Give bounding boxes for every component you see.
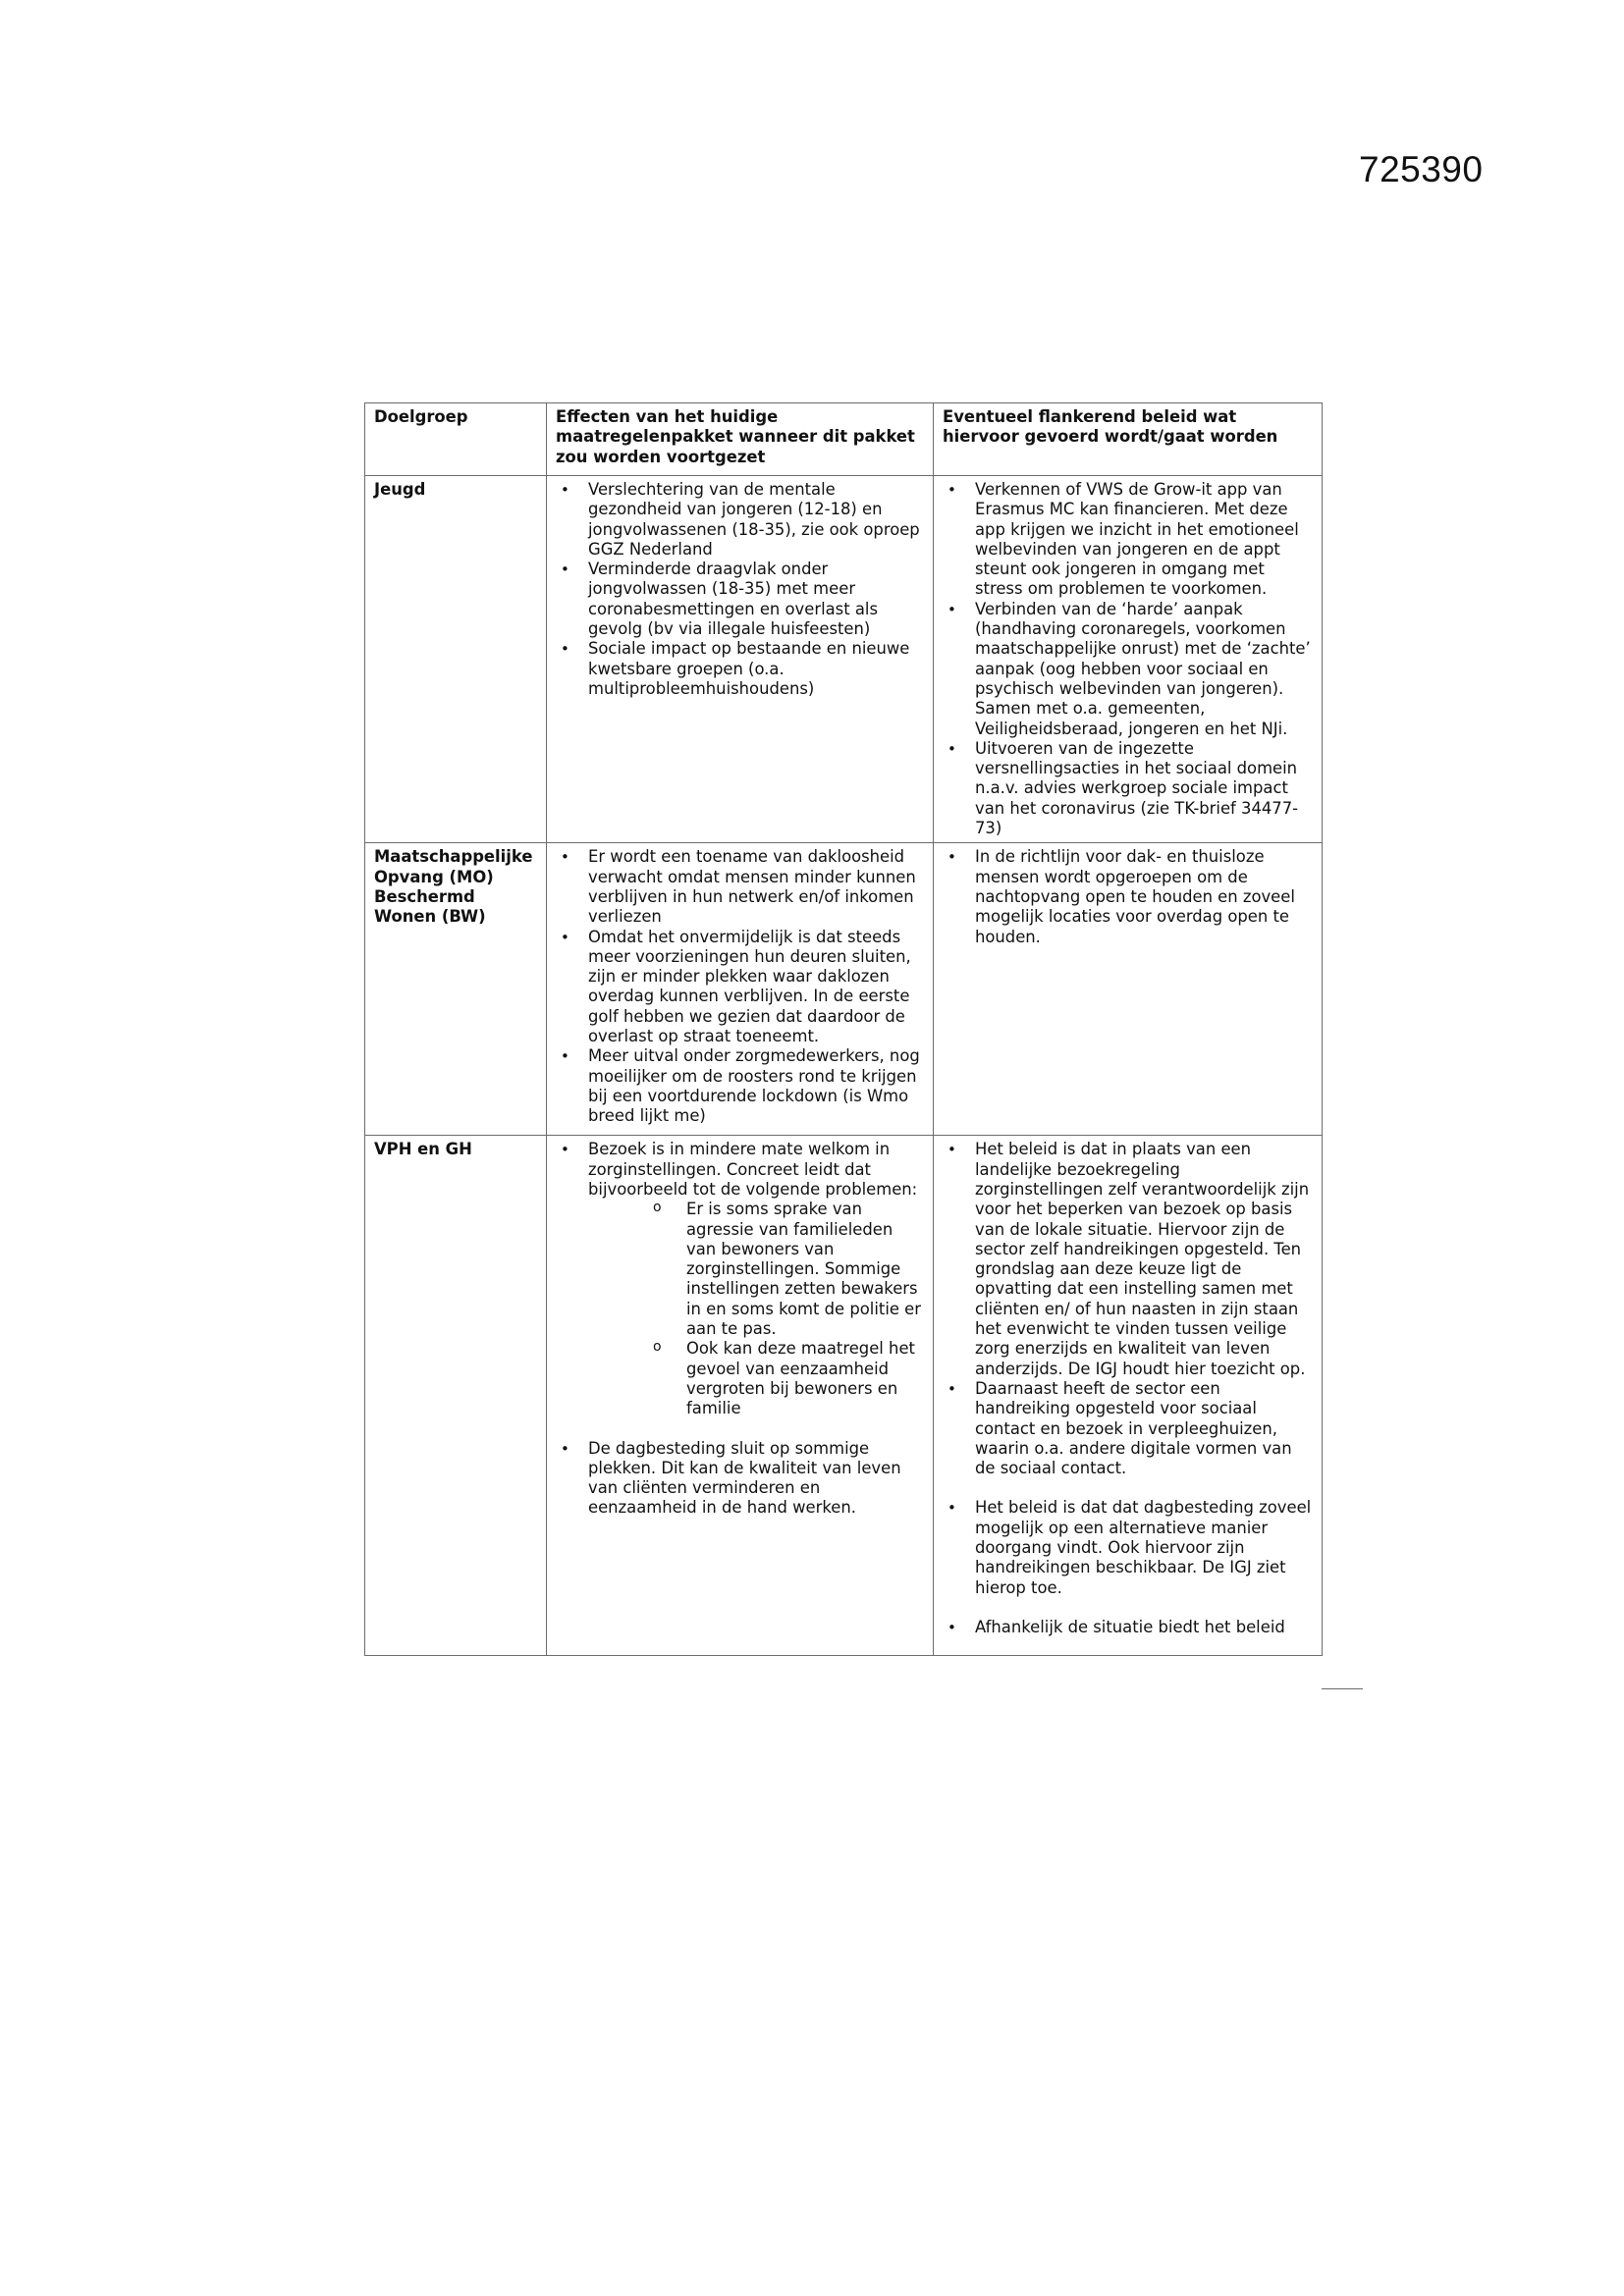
policy-cell — [934, 1136, 1323, 1656]
policy-list — [943, 847, 1312, 946]
list-item: • Daarnaast heeft de sector een handreiking opgesteld voor sociaal contact en bezoek in verpleeghuizen, waarin o.a. andere digitale vormen van de sociaal contact. — [943, 1379, 1312, 1478]
list-item: • Er wordt een toename van dakloosheid verwacht omdat mensen minder kunnen verblijven in hun netwerk en/of inkomen verliezen — [556, 847, 923, 927]
table-row — [365, 843, 1323, 1136]
list-item: • Verslechtering van de mentale gezondheid van jongeren (12-18) en jongvolwassenen (18-35), zie ook oproep GGZ Nederland — [556, 480, 923, 560]
policy-list — [943, 480, 1312, 838]
table-border-stub — [1322, 1688, 1363, 1689]
header-doelgroep: Doelgroep — [365, 403, 547, 476]
sub-list-item: o Er is soms sprake van agressie van familieleden van bewoners van zorginstellingen. Sommige instellingen zetten bewakers in en soms komt de politie er aan te pas. — [653, 1200, 923, 1339]
document-number: 725390 — [1359, 149, 1484, 189]
header-beleid: Eventueel flankerend beleid wat hiervoor gevoerd wordt/gaat worden — [934, 403, 1323, 476]
list-item: • De dagbesteding sluit op sommige plekken. Dit kan de kwaliteit van leven van cliënten verminderen en eenzaamheid in de hand werken. — [556, 1439, 923, 1519]
list-item-text: Bezoek is in mindere mate welkom in zorginstellingen. Concreet leidt dat bijvoorbeeld tot de volgende problemen: — [588, 1140, 918, 1199]
effects-cell — [547, 476, 934, 843]
group-label-jeugd: Jeugd — [365, 476, 547, 843]
group-label-vph-gh: VPH en GH — [365, 1136, 547, 1656]
list-item: • Verminderde draagvlak onder jongvolwassen (18-35) met meer coronabesmettingen en overlast als gevolg (bv via illegale huisfeesten) — [556, 560, 923, 639]
list-item: • In de richtlijn voor dak- en thuisloze mensen wordt opgeroepen om de nachtopvang open te houden en zoveel mogelijk locaties voor overdag open te houden. — [943, 847, 1312, 946]
list-item: • Afhankelijk de situatie biedt het beleid — [943, 1618, 1312, 1637]
header-effecten: Effecten van het huidige maatregelenpakket wanneer dit pakket zou worden voortgezet — [547, 403, 934, 476]
list-item: • Omdat het onvermijdelijk is dat steeds meer voorzieningen hun deuren sluiten, zijn er minder plekken waar daklozen overdag kunnen verblijven. In de eerste golf hebben we gezien dat daardoor de overlast op straat toeneemt. — [556, 928, 923, 1047]
list-item: • Verbinden van de ‘harde’ aanpak (handhaving coronaregels, voorkomen maatschappelijke onrust) met de ‘zachte’ aanpak (oog hebben voor sociaal en psychisch welbevinden van jongeren). Samen met o.a. gemeenten, Veiligheidsberaad, jongeren en het NJi. — [943, 600, 1312, 739]
effects-list — [556, 480, 923, 699]
effects-list — [556, 1140, 923, 1518]
list-item — [556, 1140, 923, 1418]
effects-cell — [547, 1136, 934, 1656]
policy-table — [364, 402, 1323, 1656]
list-item: • Het beleid is dat in plaats van een landelijke bezoekregeling zorginstellingen zelf verantwoordelijk zijn voor het beperken van bezoek op basis van de lokale situatie. Hiervoor zijn de sector zelf handreikingen opgesteld. Ten grondslag aan deze keuze ligt de opvatting dat een instelling samen met cliënten en/ of hun naasten in zijn staan het evenwicht te vinden tussen veilige zorg enerzijds en kwaliteit van leven anderzijds. De IGJ houdt hier toezicht op. — [943, 1140, 1312, 1379]
list-item: • Het beleid is dat dat dagbesteding zoveel mogelijk op een alternatieve manier doorgang vindt. Ook hiervoor zijn handreikingen beschikbaar. De IGJ ziet hierop toe. — [943, 1498, 1312, 1597]
policy-cell — [934, 843, 1323, 1136]
table-row — [365, 476, 1323, 843]
list-item: • Verkennen of VWS de Grow-it app van Erasmus MC kan financieren. Met deze app krijgen we inzicht in het emotioneel welbevinden van jongeren en de appt steunt ook jongeren in omgang met stress om problemen te voorkomen. — [943, 480, 1312, 600]
group-label-mo-bw: Maatschappelijke Opvang (MO) Beschermd Wonen (BW) — [365, 843, 547, 1136]
sub-list-item: o Ook kan deze maatregel het gevoel van eenzaamheid vergroten bij bewoners en familie — [653, 1339, 923, 1418]
list-item: • Meer uitval onder zorgmedewerkers, nog moeilijker om de roosters rond te krijgen bij een voortdurende lockdown (is Wmo breed lijkt me) — [556, 1046, 923, 1126]
sub-list — [588, 1200, 923, 1418]
effects-cell — [547, 843, 934, 1136]
list-item: • Sociale impact op bestaande en nieuwe kwetsbare groepen (o.a. multiprobleemhuishoudens) — [556, 639, 923, 699]
table-row — [365, 1136, 1323, 1656]
effects-list — [556, 847, 923, 1126]
policy-cell — [934, 476, 1323, 843]
table-header-row — [365, 403, 1323, 476]
policy-list — [943, 1140, 1312, 1637]
list-item: • Uitvoeren van de ingezette versnellingsacties in het sociaal domein n.a.v. advies werkgroep sociale impact van het coronavirus (zie TK-brief 34477-73) — [943, 739, 1312, 838]
